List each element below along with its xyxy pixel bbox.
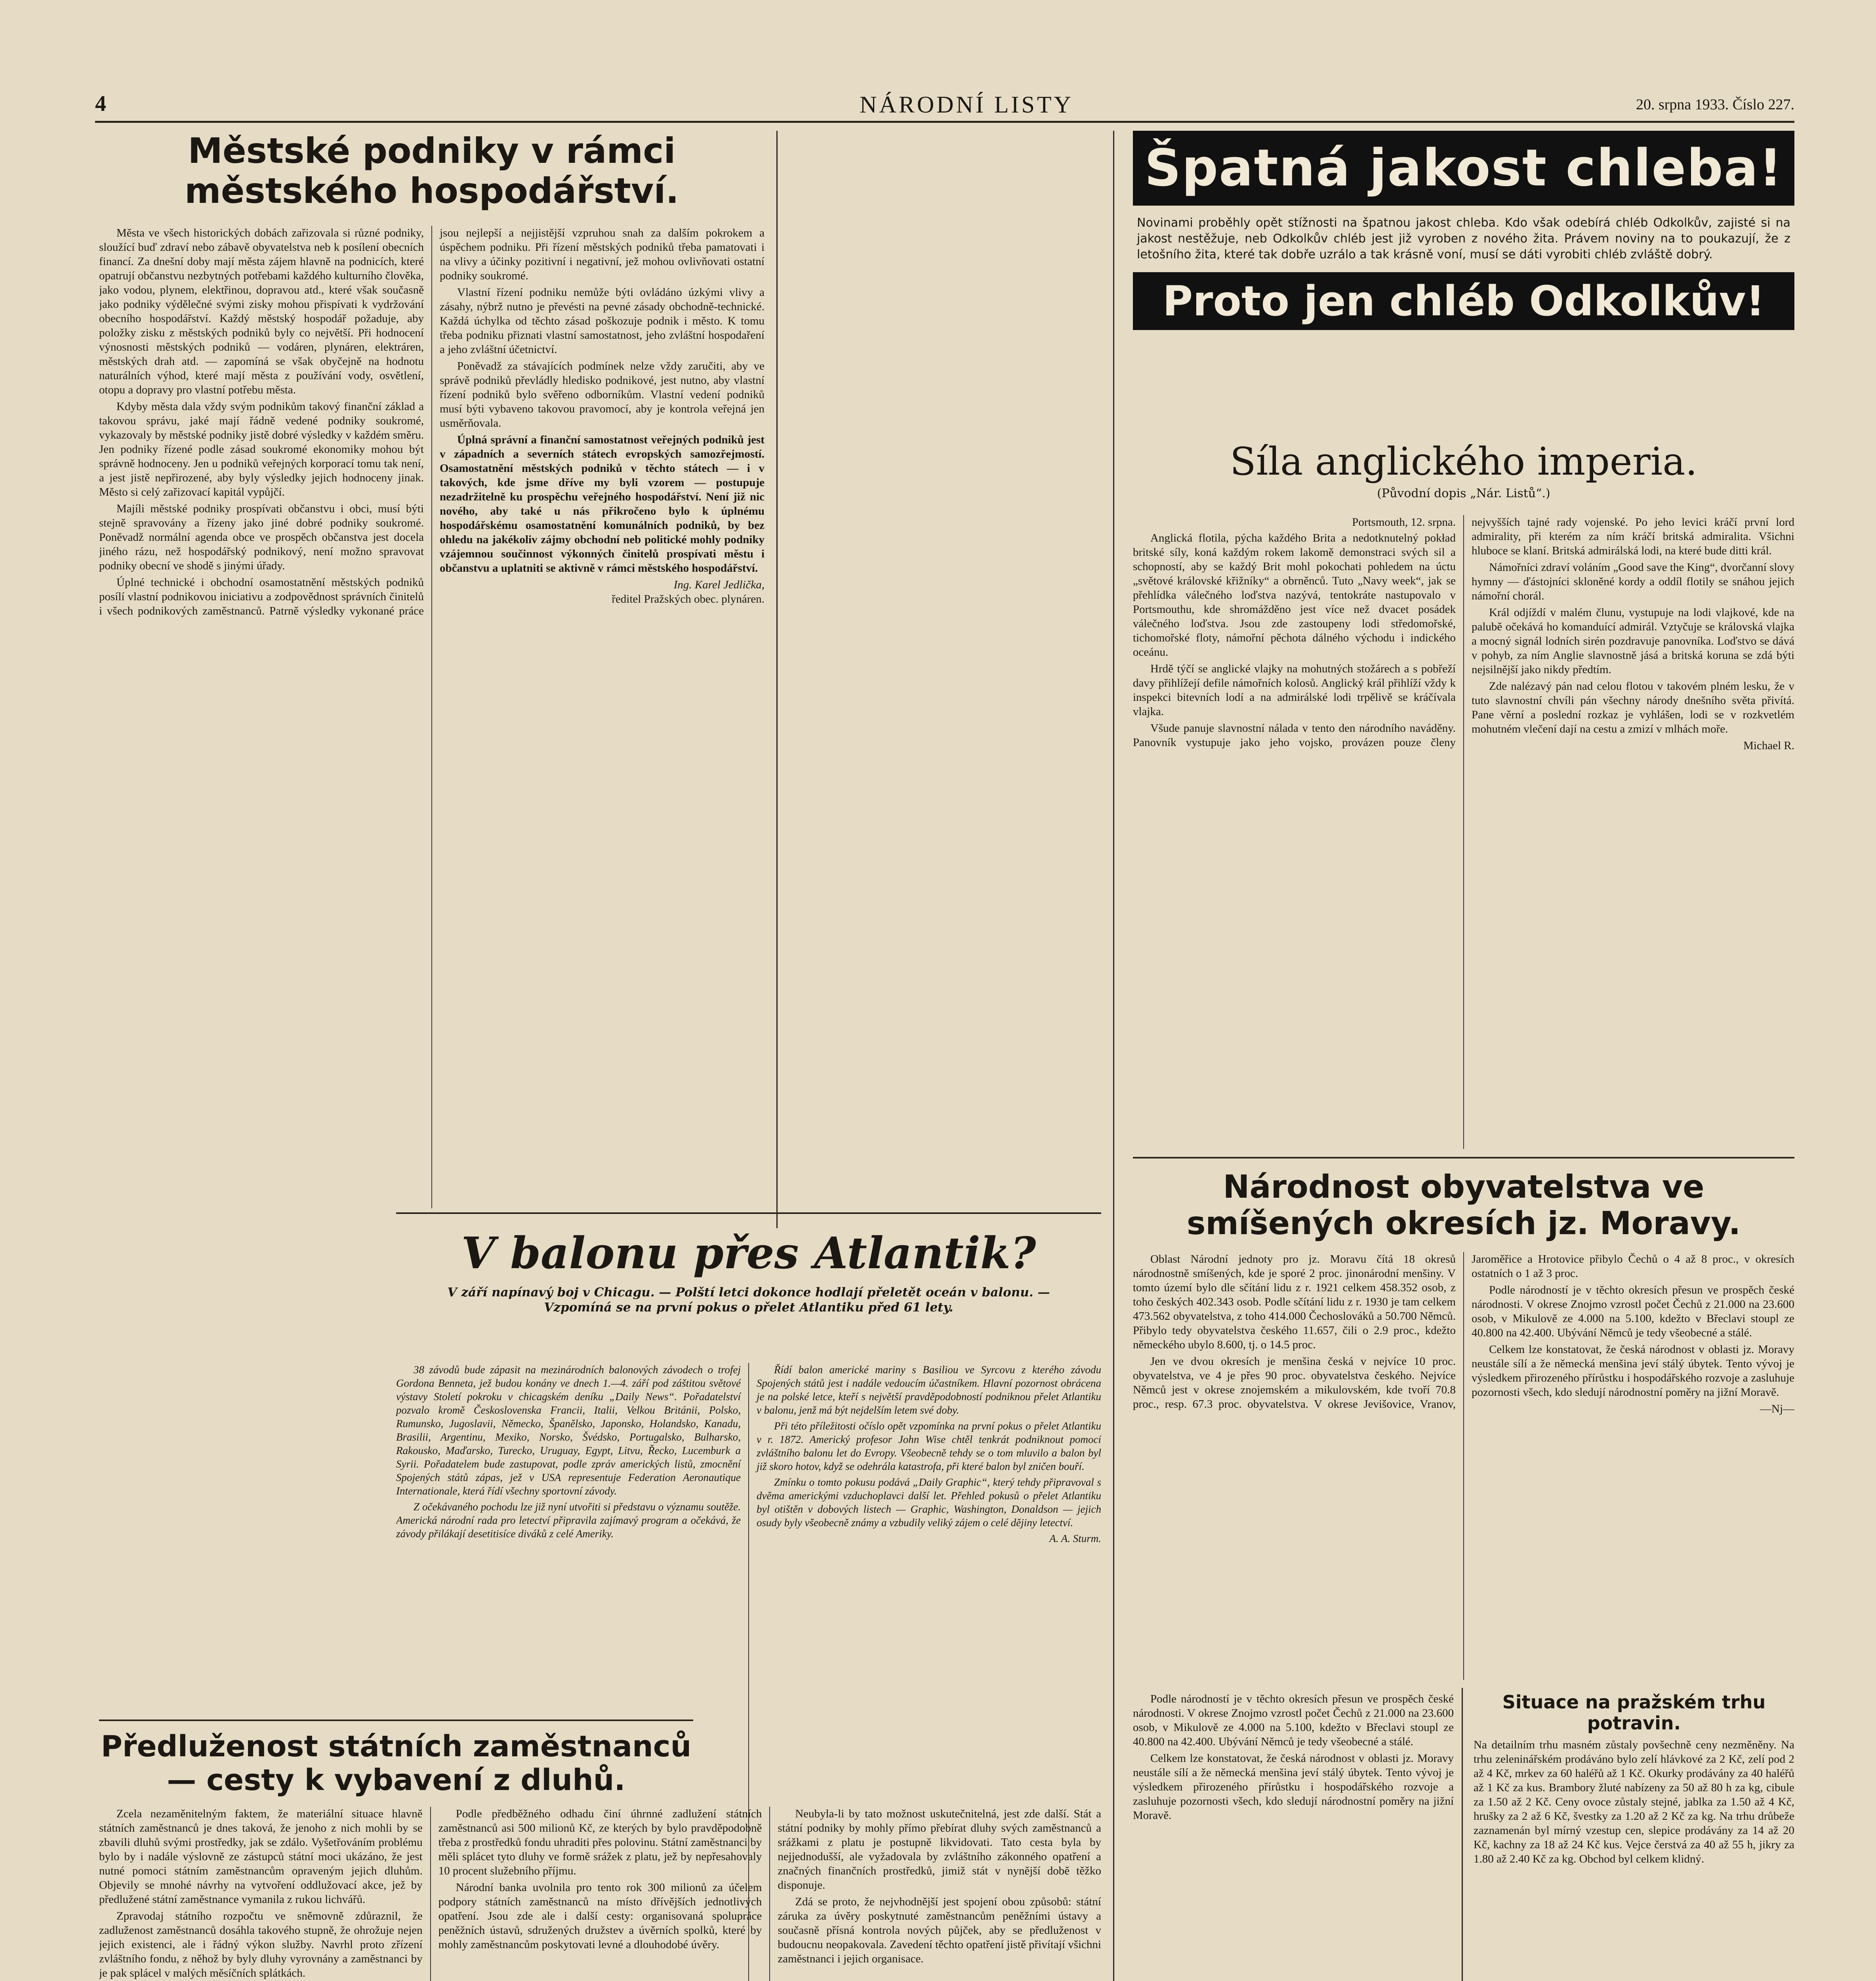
ad-slogan: Proto jen chléb Odkolkův! (1133, 272, 1794, 330)
article-title: Městské podniky v rámci městského hospodářství. (185, 130, 679, 212)
paragraph: Oblast Národní jednoty pro jz. Moravu čítá 18 okresů národnostně smíšených, kde je sporé 2 proc. jinonárodní menšiny. V tomto území bylo dle sčítání lidu z r. 1921 celkem 458.352 osob, z toho českých 402.343 osob. Podle sčítání lidu z r. 1930 je tam celkem 473.562 obyvatelstva, z toho 414.000 Čechoslováků a 50.700 Němců. Přibylo tedy obyvatelstva českého 11.657, čili o 2.9 proc., kdežto německého ubylo 8.600, tj. o 14.5 proc. (1133, 1253, 1456, 1351)
dateline: Portsmouth, 12. srpna. (1352, 516, 1456, 529)
signature: A. A. Sturm. (1049, 1533, 1101, 1544)
masthead-title: NÁRODNÍ LISTY (860, 92, 1073, 118)
article-title: Situace na pražském trhu potravin. (1502, 1691, 1766, 1734)
column-rule (776, 131, 778, 1228)
article-balon (396, 1212, 1101, 1323)
article-narodnost (1133, 1157, 1794, 1242)
article-mestske-podniky-body (99, 226, 765, 1208)
paragraph: Celkem lze konstatovat, že česká národnost v oblasti jz. Moravy neustále sílí a že německá menšina jeví stálý úbytek. Tento vývoj je výsledkem přirozeného přírůstku i hospodářského rozvoje a zasluhuje pozornosti všech, kdo sledují národnostní poměry na jižní Moravě. (1133, 1752, 1454, 1822)
paragraph: Podle národností je v těchto okresích přesun ve prospěch české národnosti. V okrese Znojmo vzrostl počet Čechů z 21.000 na 23.600 osob, v Mikulově ze 4.000 na 5.100, kdežto v Břeclavi stoupl ze 40.800 na 42.400. Ubývání Němců je tedy všeobecné a stálé. (1472, 1284, 1794, 1339)
narodnost-continuation (1133, 1692, 1454, 1981)
article-subtitle: V září napínavý boj v Chicagu. — Polští letci dokonce hodlají přeletět oceán v balonu. — Vzpomíná se na první pokus o přelet Atlantiku před 61 lety. (447, 1285, 1050, 1315)
paragraph: Řídí balon americké mariny s Basiliou ve Syrcovu z kterého závodu Spojených států jest i nadále vedoucím účastníkem. Hlavní pozornost obrácena je na polské letce, kteří s největší pravděpodobností podniknou přelet Atlantiku v balonu, jenž má být nejdelším letem své doby. (757, 1364, 1101, 1416)
article-imperia-body (1133, 515, 1794, 1149)
paragraph: 38 závodů bude zápasit na mezinárodních balonových závodech o trofej Gordona Benneta, jež budou konány ve dnech 1.—4. září pod záštitou světové výstavy Století pokroku v chicagském deníku „Daily News“. Pořadatelství pozvalo kromě Československa Francii, Italii, Velkou Británii, Polsko, Rumunsko, Jugoslavii, Německo, Španělsko, Japonsko, Holandsko, Kanadu, Brasilii, Argentinu, Mexiko, Norsko, Švédsko, Portugalsko, Bulharsko, Rakousko, Maďarsko, Turecko, Uruguay, Egypt, Litvu, Řecko, Lucemburk a Syrii. Pořadatelem bude zastupovat, podle zpráv amerických listů, zmocnění Spojených států zápas, jež v USA representuje Federation Aeronautique Internationale, která řídí všechny sportovní závody. (396, 1364, 741, 1497)
paragraph: Jen ve dvou okresích je menšina česká v nejvíce 10 proc. obyvatelstva, ve 4 je přes 90 proc. obyvatelstva českého. Nejvíce Němců jest v okrese znojemském a mikulovském, kde tvoří 70.8 proc., resp. 67.3 proc. obyvatelstva. V okrese Jevišovice, Vranov, Jaroměřice a Hrotovice přibylo Čechů o 4 až 8 proc., v okresích ostatních o 1 až 3 proc. (1133, 1253, 1794, 1410)
paragraph: Hrdě týčí se anglické vlajky na mohutných stožárech a s pobřeží davy přihlížejí defile námořních kolosů. Anglický král přihlíží vždy k inspekci bitevních lodí a na admirálské lodi trpělivě se kráčívala vlajka. (1133, 662, 1456, 718)
paragraph: Zpravodaj státního rozpočtu ve sněmovně zdůraznil, že zadluženost zaměstnanců dosáhla takového stupně, že ohrožuje nejen jejich existenci, ale i řádný výkon služby. Navrhl proto zřízení zvláštního fondu, z něhož by byly dluhy vyrovnány a zaměstnanci by je pak splácel v malých měsíčních splátkách. (99, 1910, 423, 1979)
signature-role: ředitel Pražských obec. plynáren. (612, 593, 765, 605)
column-rule (1113, 131, 1114, 1981)
paragraph: Úplná správní a finanční samostatnost veřejných podniků jest v západních a severních státech evropských samozřejmostí. Osamostatnění městských podniků v těchto státech — i v takových, kde jsme dříve my byli vzorem — postupuje nezadržitelně ku prospěchu veřejného hospodářství. Není již nic nového, aby také u nás přikročeno bylo k úplnému hospodářskému osamostatnění komunálních podniků, by bez ohledu na jakékoliv zájmy obchodní neb politické mohly podniky vzájemnou součinnost výkonných činitelů prospívati městu i občanstvu a uplatniti se aktivně v rámci městského hospodářství. (440, 433, 765, 574)
article-trh (1474, 1692, 1794, 1981)
masthead-rule (95, 121, 1794, 123)
signature: —Nj— (1760, 1403, 1794, 1415)
ad-odkolek (1133, 131, 1794, 432)
paragraph: Z očekávaného pochodu lze již nyní utvořiti si představu o významu soutěže. Americká národní rada pro letectví připravila zajímavý program a očekává, že závody přilákají desetitisíce diváků z celé Ameriky. (396, 1501, 741, 1540)
article-body: Na detailním trhu masném zůstaly povšechně ceny nezměněny. Na trhu zeleninářském prodáváno bylo zelí hlávkové za 2 Kč, zelí pod 2 až 4 Kč, mrkev za 60 haléřů až 1 Kč. Okurky prodávány za 40 haléřů až 1 Kč za kus. Brambory žluté nabízeny za 50 až 80 h za kg, cibule za 1.50 až 2 Kč. Ceny ovoce zůstaly stejné, jablka za 1.50 až 4 Kč, hrušky za 2 až 6 Kč, švestky za 1.20 až 2 Kč za kg. Na trhu drůbeže zaznamenán byl mírný vzestup cen, slepice prodávány za 14 až 20 Kč, kachny za 18 až 24 Kč kus. Vejce čerstvá za 40 až 55 h, jikry za 1.80 až 2.40 Kč za kg. Obchod byl celkem klidný. (1474, 1738, 1794, 1865)
masthead (95, 91, 1794, 119)
paragraph: Podle předběžného odhadu činí úhrnné zadlužení státních zaměstnanců asi 500 milionů Kč, ze kterých by bylo pravděpodobně třeba z prostředků fondu uhraditi přes polovinu. Státní zaměstnanci by měli splácet tyto dluhy ve formě srážek z platu, jež by nepřesahovaly 10 procent služebního příjmu. (438, 1807, 762, 1877)
paragraph: Celkem lze konstatovat, že česká národnost v oblasti jz. Moravy neustále sílí a že německá menšina jeví stálý úbytek. Tento vývoj je výsledkem přirozeného přírůstku i hospodářského rozvoje a zasluhuje pozornosti všech, kdo sledují národnostní poměry na jižní Moravě. (1472, 1343, 1794, 1399)
paragraph: Námořníci zdraví voláním „Good save the King“, dvorčanní slovy hymny — ďástojníci skloněné kordy a oddíl flotily se snáhou jejich námořní chorál. (1472, 561, 1794, 602)
paragraph: Vlastní řízení podniku nemůže býti ovládáno úzkými vlivy a zásahy, nýbrž nutno je převésti na pevné zásady obchodně-technické. Každá úchylka od těchto zásad poškozuje podnik i město. K tomu třeba podniku přiznati vlastní samostatnost, jeho zvláštní hospodaření a jeho zvláštní účetnictví. (440, 286, 765, 356)
paragraph: Král odjíždí v malém člunu, vystupuje na lodi vlajkové, kde na palubě očekává ho komanduící admirál. Vztyčuje se královská vlajka a mocný signál lodních sirén pozdravuje panovníka. Loďstvo se dává v pohyb, za ním Anglie slavnostně jásá a britská koruna se zdá býti nejsilnější jako nikdy předtím. (1472, 606, 1794, 676)
paragraph: Anglická flotila, pýcha každého Brita a nedotknutelný pokład britské síly, koná každým rokem lakomě demonstraci svých sil a schopností, aby se každý Brit mohl pokochati pohledem na úctu „světové královské křižníky“ a obrněnců. Tuto „Navy week“, jak se přehlídka válečného loďstva nazývá, tentokráte nastupovalo v Portsmouthu, kde shromážděno jest více než dvacet posádek válečného loďstva. Jsou zde zastoupeny lodi středomořské, tichomořské floty, námořní pěchota dálného východu i indického oceánu. (1133, 532, 1456, 658)
section-rule (1133, 1157, 1794, 1158)
paragraph: Majíli městské podniky prospívati občanstvu i obci, musí býti stejně spravovány a řízeny jako jiné dobré podniky soukromé. Poněvadž normální agenda obce ve prospěch občanstva jest docela jiného rázu, než hospodářský podnikový, není možno spravovat podniky obecní ve shodě s jinými úřady. (99, 502, 424, 572)
signature-name: Ing. Karel Jedlička, (673, 578, 765, 591)
page-number: 4 (95, 92, 106, 116)
paragraph: Zdá se proto, že nejvhodnější jest spojení obou způsobů: státní záruka za úvěry poskytnuté zaměstnancům peněžními ústavy a současně přísná kontrola nových půjček, aby se předluženost v budoucnu neopakovala. Zavedení těchto opatření jistě přivítají všichni zaměstnanci i jejich organisace. (778, 1895, 1101, 1965)
article-title: Národnost obyvatelstva ve smíšených okresích jz. Moravy. (1186, 1168, 1741, 1242)
paragraph: Všude panuje slavnostní nálada v tento den národního naváděny. Panovník vystupuje jako jeho vojsko, provázen pouze členy nejvyšších tajné rady vojenské. Po jeho levici kráčí první lord admirality, při kterém za ním kráčí britská admiralita. Všichni hluboce se klaní. Britská admirálská lodi, na které bude ditti král. (1133, 516, 1794, 749)
column-rule (1462, 1688, 1463, 1981)
paragraph: Úplné technické i obchodní osamostatnění městských podniků posílí vlastní podnikovou iniciativu a zodpovědnost správních činitelů i všech podnikových zaměstnanců. Patrně výsledky vykonané práce jsou nejlepší a nejjistější vzpruhou snah za dalším pokrokem a úspěchem podniku. Při řízení městských podniků třeba pamatovati i na vlivy a účinky pozitivní i negativní, jež mohou ovlivňovati ostatní podniky soukromé. (99, 227, 765, 617)
paragraph: Národní banka uvolnila pro tento rok 300 milionů za účelem podpory státních zaměstnanců na místo dřívějších jednotlivých opatření. Jsou zde ale i další cesty: organisovaná spolupráce peněžních ústavů, sdružených družstev a úvěrních spolků, které by mohly zaměstnancům poskytovati levné a dlouhodobé úvěry. (438, 1881, 762, 1951)
article-title: V balonu přes Atlantik? (461, 1227, 1036, 1279)
ad-body: Novinami proběhly opět stížnosti na špatnou jakost chleba. Kdo však odebírá chléb Odkolkův, zajisté si na jakost nestěžuje, neb Odkolkův chléb jest již vyroben z nového žita. Právem noviny na to poukazují, že z letošního žita, které tak dobře uzrálo a tak krásně voní, musí se dáti vyrobiti chléb zvláště dobrý. (1137, 216, 1790, 261)
article-mestske-podniky (99, 131, 765, 211)
paragraph: Při této příležitosti očíslo opět vzpomínka na první pokus o přelet Atlantiku v r. 1872. Americký profesor John Wise chtěl tenkrát podniknout pomocí zvláštního balonu let do Evropy. Všeobecně tehdy se o tom mluvilo a balon byl již skoro hotov, když se odehrála katastrofa, při které balon byl zničen bouří. (757, 1420, 1101, 1472)
section-rule (99, 1720, 693, 1721)
ad-headline: Špatná jakost chleba! (1133, 131, 1794, 206)
paragraph: Neubyla-li by tato možnost uskutečnitelná, jest zde další. Stát a státní podniky by mohly přímo přebírat dluhy svých zaměstnanců a srážkami z platu je postupně likvidovati. Tato cesta byla by nejjednodušší, ale vyžadovala by zvláštního zákonného opatření a značných finančních prostředků, jimiž stát v nynější době těžko disponuje. (778, 1807, 1101, 1891)
paragraph: Zcela nezaměnitelným faktem, že materiální situace hlavně státních zaměstnanců je dnes taková, že jenoho z nich mohli by se zbavili dluhů svými prostředky, jak se zdálo. Vyšetřováním problému bylo by i nadále výslovně ze zástupců státní moci ukázáno, že jest nutné pomoci státním zaměstnancům opraveným jejich dluhům. Objevily se mnohé návrhy na vytvoření oddlužovací akce, jež by předlužené státní zaměstnance vymanila z rukou lichvářů. (99, 1807, 423, 1906)
article-title: Předluženost státních zaměstnanců — cesty k vybavení z dluhů. (101, 1729, 692, 1798)
paragraph: Města ve všech historických dobách zařizovala si různé podniky, sloužící buď zdraví nebo zábavě obyvatelstva neb k posílení obecních financí. Za dnešní doby mají města zájem hlavně na podnicích, které opatrují občanstvu nezbytných potřebami každého kulturního člověka, jako vodou, plynem, elektřinou, dopravou atd., které však současně jako podniky výdělečné svými zisky mohou přispívati k vydržování obecního hospodářství. Každý městský hospodář požaduje, aby položky zisku z městských podniků byly co největší. Při hodnocení výnosnosti městských podniků — vodáren, plynáren, elektráren, městských drah atd. — zapomíná se však obyčejně na hodnotu naturálních výhod, které mají města z používání vody, osvětlení, otopu a dopravy pro vlastní potřebu města. (99, 227, 424, 396)
signature: Michael R. (1743, 739, 1794, 752)
article-imperia (1133, 440, 1794, 500)
paragraph: Zmínku o tomto pokusu podává „Daily Graphic“, který tehdy připravoval s dvěma americkými vzduchoplavci další let. Přehled pokusů o přelet Atlantiku byl otištěn v dobových listech — Graphic, Washington, Donaldson — jejich osudy byly všeobecně známy a vzbudily veliký zájem o celé dějiny letectví. (757, 1476, 1101, 1529)
article-narodnost-body (1133, 1252, 1794, 1680)
article-title: Síla anglického imperia. (1230, 439, 1698, 484)
paragraph: Zde nalézavý pán nad celou flotou v takovém plném lesku, že v tuto slavnostní chvíli pán všechny národy dnešního světa přivítá. Pane věrní a poslední rozkaz je vyhlášen, lodi se v rozkvetlém mohutném vlečení dají na cestu a zmizí v mlhách moře. (1472, 680, 1794, 735)
article-predluzenost-body (99, 1807, 1101, 1981)
paragraph: Kdyby města dala vždy svým podnikům takový finanční základ a takovou správu, jaké mají řádně vedené podniky soukromé, vykazovaly by městské podniky jistě dobré výsledky v každém směru. Jen podniky řízené podle zásad soukromé ekonomiky mohou být správně hodnoceny. Jen u podniků veřejných korporací tomu tak není, a jest jistě nepřirozené, aby byly výsledky jejich hodnoceny jinak. Město si celý zařizovací kapitál vypůjčí. (99, 400, 424, 498)
masthead-date: 20. srpna 1933. Číslo 227. (1636, 96, 1794, 113)
article-source: (Původní dopis „Nár. Listů“.) (1377, 487, 1550, 501)
paragraph: Poněvadž za stávajících podmínek nelze vždy zaručiti, aby ve správě podniků převládly hledisko podnikové, jest nutno, aby vlastní řízení podniků bylo svěřeno odborníkům. Vlastní vedení podniků musí býti vybaveno takovou pravomocí, aby je kontrola veřejná jen usměrňovala. (440, 360, 765, 429)
section-rule (396, 1212, 1101, 1214)
paragraph: Podle národností je v těchto okresích přesun ve prospěch české národnosti. V okrese Znojmo vzrostl počet Čechů z 21.000 na 23.600 osob, v Mikulově ze 4.000 na 5.100, kdežto v Břeclavi stoupl ze 40.800 na 42.400. Ubývání Němců je tedy všeobecné a stálé. (1133, 1693, 1454, 1748)
article-predluzenost (99, 1720, 693, 1797)
